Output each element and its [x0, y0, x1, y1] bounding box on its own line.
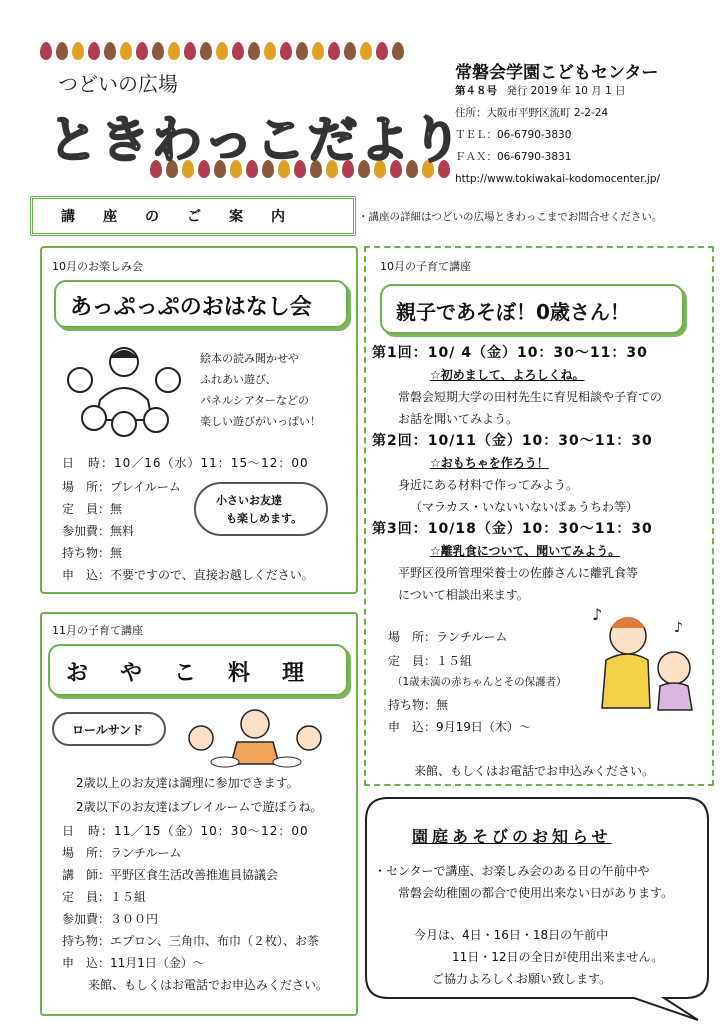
desc-line: 絵本の読み聞かせや [200, 352, 299, 365]
oct-event-capacity: 定 員：無 [62, 502, 123, 516]
session-3-desc: 平野区役所管理栄養士の佐藤さんに離乳食等 [398, 566, 639, 580]
leaf-icon [104, 42, 116, 60]
nov-course-fee: 参加費：３００円 [62, 912, 159, 926]
desc-line: パネルシアターなどの [200, 394, 309, 407]
notice-line-2: 常磐会幼稚園の都合で使用出来ない日があります。 [398, 886, 674, 900]
website-url[interactable]: http://www.tokiwakai-kodomocenter.jp/ [455, 173, 661, 185]
leaf-icon [120, 42, 132, 60]
nov-course-items: 持ち物：エプロン、三角巾、布巾（２枚）、お茶 [62, 934, 320, 948]
organization-name: 常磐会学園こどもセンター [455, 63, 659, 83]
leaf-icon [248, 42, 260, 60]
nov-course-place: 場 所：ランチルーム [62, 846, 182, 860]
leaf-icon [376, 42, 388, 60]
session-1-topic: ☆初めまして、よろしくね。 [430, 368, 585, 382]
cloud-note [194, 482, 328, 536]
oct-event-description [200, 348, 321, 432]
oct-event-items: 持ち物：無 [62, 546, 123, 560]
session-3-desc: について相談出来ます。 [398, 588, 529, 602]
nov-course-capacity: 定 員：１５組 [62, 890, 147, 904]
session-1-desc: お話を聞いてみよう。 [398, 412, 519, 426]
leaf-icon [296, 42, 308, 60]
leaf-icon [328, 42, 340, 60]
leaf-icon [184, 42, 196, 60]
leaf-decoration-top [40, 42, 404, 62]
nov-course-apply-note: 来館、もしくはお電話でお申込みください。 [88, 978, 329, 992]
desc-line: 楽しい遊びがいっぱい！ [200, 415, 321, 428]
nov-course-apply: 申 込：11月1日（金）～ [62, 956, 205, 970]
leaf-icon [280, 42, 292, 60]
nov-course-titlebox [48, 644, 348, 696]
leaf-icon [232, 42, 244, 60]
address: 住所：大阪市平野区流町 2-2-24 [455, 107, 609, 119]
cloud-line: 小さいお友達 [216, 494, 282, 507]
leaf-icon [40, 42, 52, 60]
session-1-when: 第1回：10/ 4（金）10：30～11：30 [372, 345, 648, 361]
desc-line: ふれあい遊び、 [200, 373, 277, 386]
svg-text:♪: ♪ [674, 620, 683, 636]
leaf-icon [56, 42, 68, 60]
oct-event-apply: 申 込：不要ですので、直接お越しください。 [62, 568, 314, 582]
mother-baby-illustration [588, 598, 706, 716]
leaf-icon [312, 42, 324, 60]
oct-course-capacity-note: （1歳未満の赤ちゃんとその保護者） [392, 676, 567, 688]
notice-line-3: 今月は、4日・16日・18日の午前中 [414, 928, 609, 942]
session-2-desc: （マラカス・いないいないばぁうちわ等） [410, 500, 639, 514]
oct-course-titlebox [380, 284, 684, 334]
notice-line-1: ・センターで講座、お楽しみ会のある日の午前中や [374, 864, 650, 878]
leaf-icon [344, 42, 356, 60]
session-2-topic: ☆おもちゃを作ろう！ [430, 456, 549, 470]
oct-course-place: 場 所：ランチルーム [388, 630, 508, 644]
leaf-icon [152, 42, 164, 60]
leaf-icon [216, 42, 228, 60]
nov-course-line-1: 2歳以上のお友達は調理に参加できます。 [76, 776, 299, 790]
oct-event-title: あっぷっぷのおはなし会 [70, 295, 312, 320]
oct-course-apply: 申 込：9月19日（木）～ [388, 720, 531, 734]
section-banner [30, 196, 356, 236]
notice-title: 園庭あそびのお知らせ [412, 827, 612, 846]
bubble-label: ロールサンド [72, 723, 144, 737]
oct-event-fee: 参加費：無料 [62, 524, 135, 538]
issue-info [455, 82, 626, 100]
newsletter-title: ときわっこだより [48, 111, 464, 169]
nov-course-title: おやこ料理 [66, 661, 337, 686]
cloud-line: も楽しめます。 [226, 512, 303, 525]
issue-number: 第４８号 [455, 85, 497, 97]
leaf-icon [264, 42, 276, 60]
session-2-desc: 身近にある材料で作ってみよう。 [398, 478, 579, 492]
roll-sandwich-bubble [52, 712, 166, 746]
puppet-illustration [60, 340, 188, 440]
leaf-icon [392, 42, 404, 60]
oct-course-apply-note: 来館、もしくはお電話でお申込みください。 [414, 764, 655, 778]
notice-line-4: 11日・12日の全日が使用出来ません。 [452, 950, 664, 964]
leaf-icon [88, 42, 100, 60]
oct-event-date: 日 時：10／16（水）11：15～12：00 [62, 456, 309, 470]
session-3-when: 第3回：10/18（金）10：30～11：30 [372, 521, 653, 537]
telephone: ＴＥＬ：06-6790-3830 [455, 129, 572, 141]
nov-course-category: 11月の子育て講座 [52, 624, 143, 637]
banner-label: 講座のご案内 [61, 209, 313, 225]
nov-course-teacher: 講 師：平野区食生活改善推進員協議会 [62, 868, 279, 882]
svg-text:♪: ♪ [592, 605, 603, 624]
session-2-when: 第2回：10/11（金）10：30～11：30 [372, 433, 653, 449]
leaf-icon [360, 42, 372, 60]
oct-course-capacity: 定 員：１５組 [388, 654, 473, 668]
oct-event-titlebox [54, 280, 348, 328]
oct-course-items: 持ち物：無 [388, 698, 449, 712]
session-3-topic: ☆離乳食について、聞いてみよう。 [430, 544, 621, 558]
leaf-icon [168, 42, 180, 60]
oct-course-title: 親子であそぼ！0歳さん！ [396, 300, 630, 324]
header-subtitle: つどいの広場 [58, 72, 178, 96]
fax: ＦＡＸ：06-6790-3831 [455, 151, 572, 163]
leaf-icon [72, 42, 84, 60]
oct-event-place: 場 所：プレイルーム [62, 480, 181, 494]
notice-line-5: ご協力よろしくお願い致します。 [432, 972, 612, 986]
nov-course-date: 日 時：11／15（金）10：30～12：00 [62, 824, 309, 838]
oct-event-category: 10月のお楽しみ会 [52, 260, 143, 273]
banner-note: ・講座の詳細はつどいの広場ときわっこまでお問合せください。 [358, 211, 663, 223]
leaf-icon [136, 42, 148, 60]
cooking-illustration [175, 704, 335, 770]
issue-date: 発行 2019 年 10 月 1 日 [506, 85, 626, 97]
oct-course-category: 10月の子育て講座 [380, 260, 471, 273]
nov-course-line-2: 2歳以下のお友達はプレイルームで遊ぼうね。 [76, 800, 323, 814]
leaf-icon [200, 42, 212, 60]
session-1-desc: 常磐会短期大学の田村先生に育児相談や子育ての [398, 390, 663, 404]
